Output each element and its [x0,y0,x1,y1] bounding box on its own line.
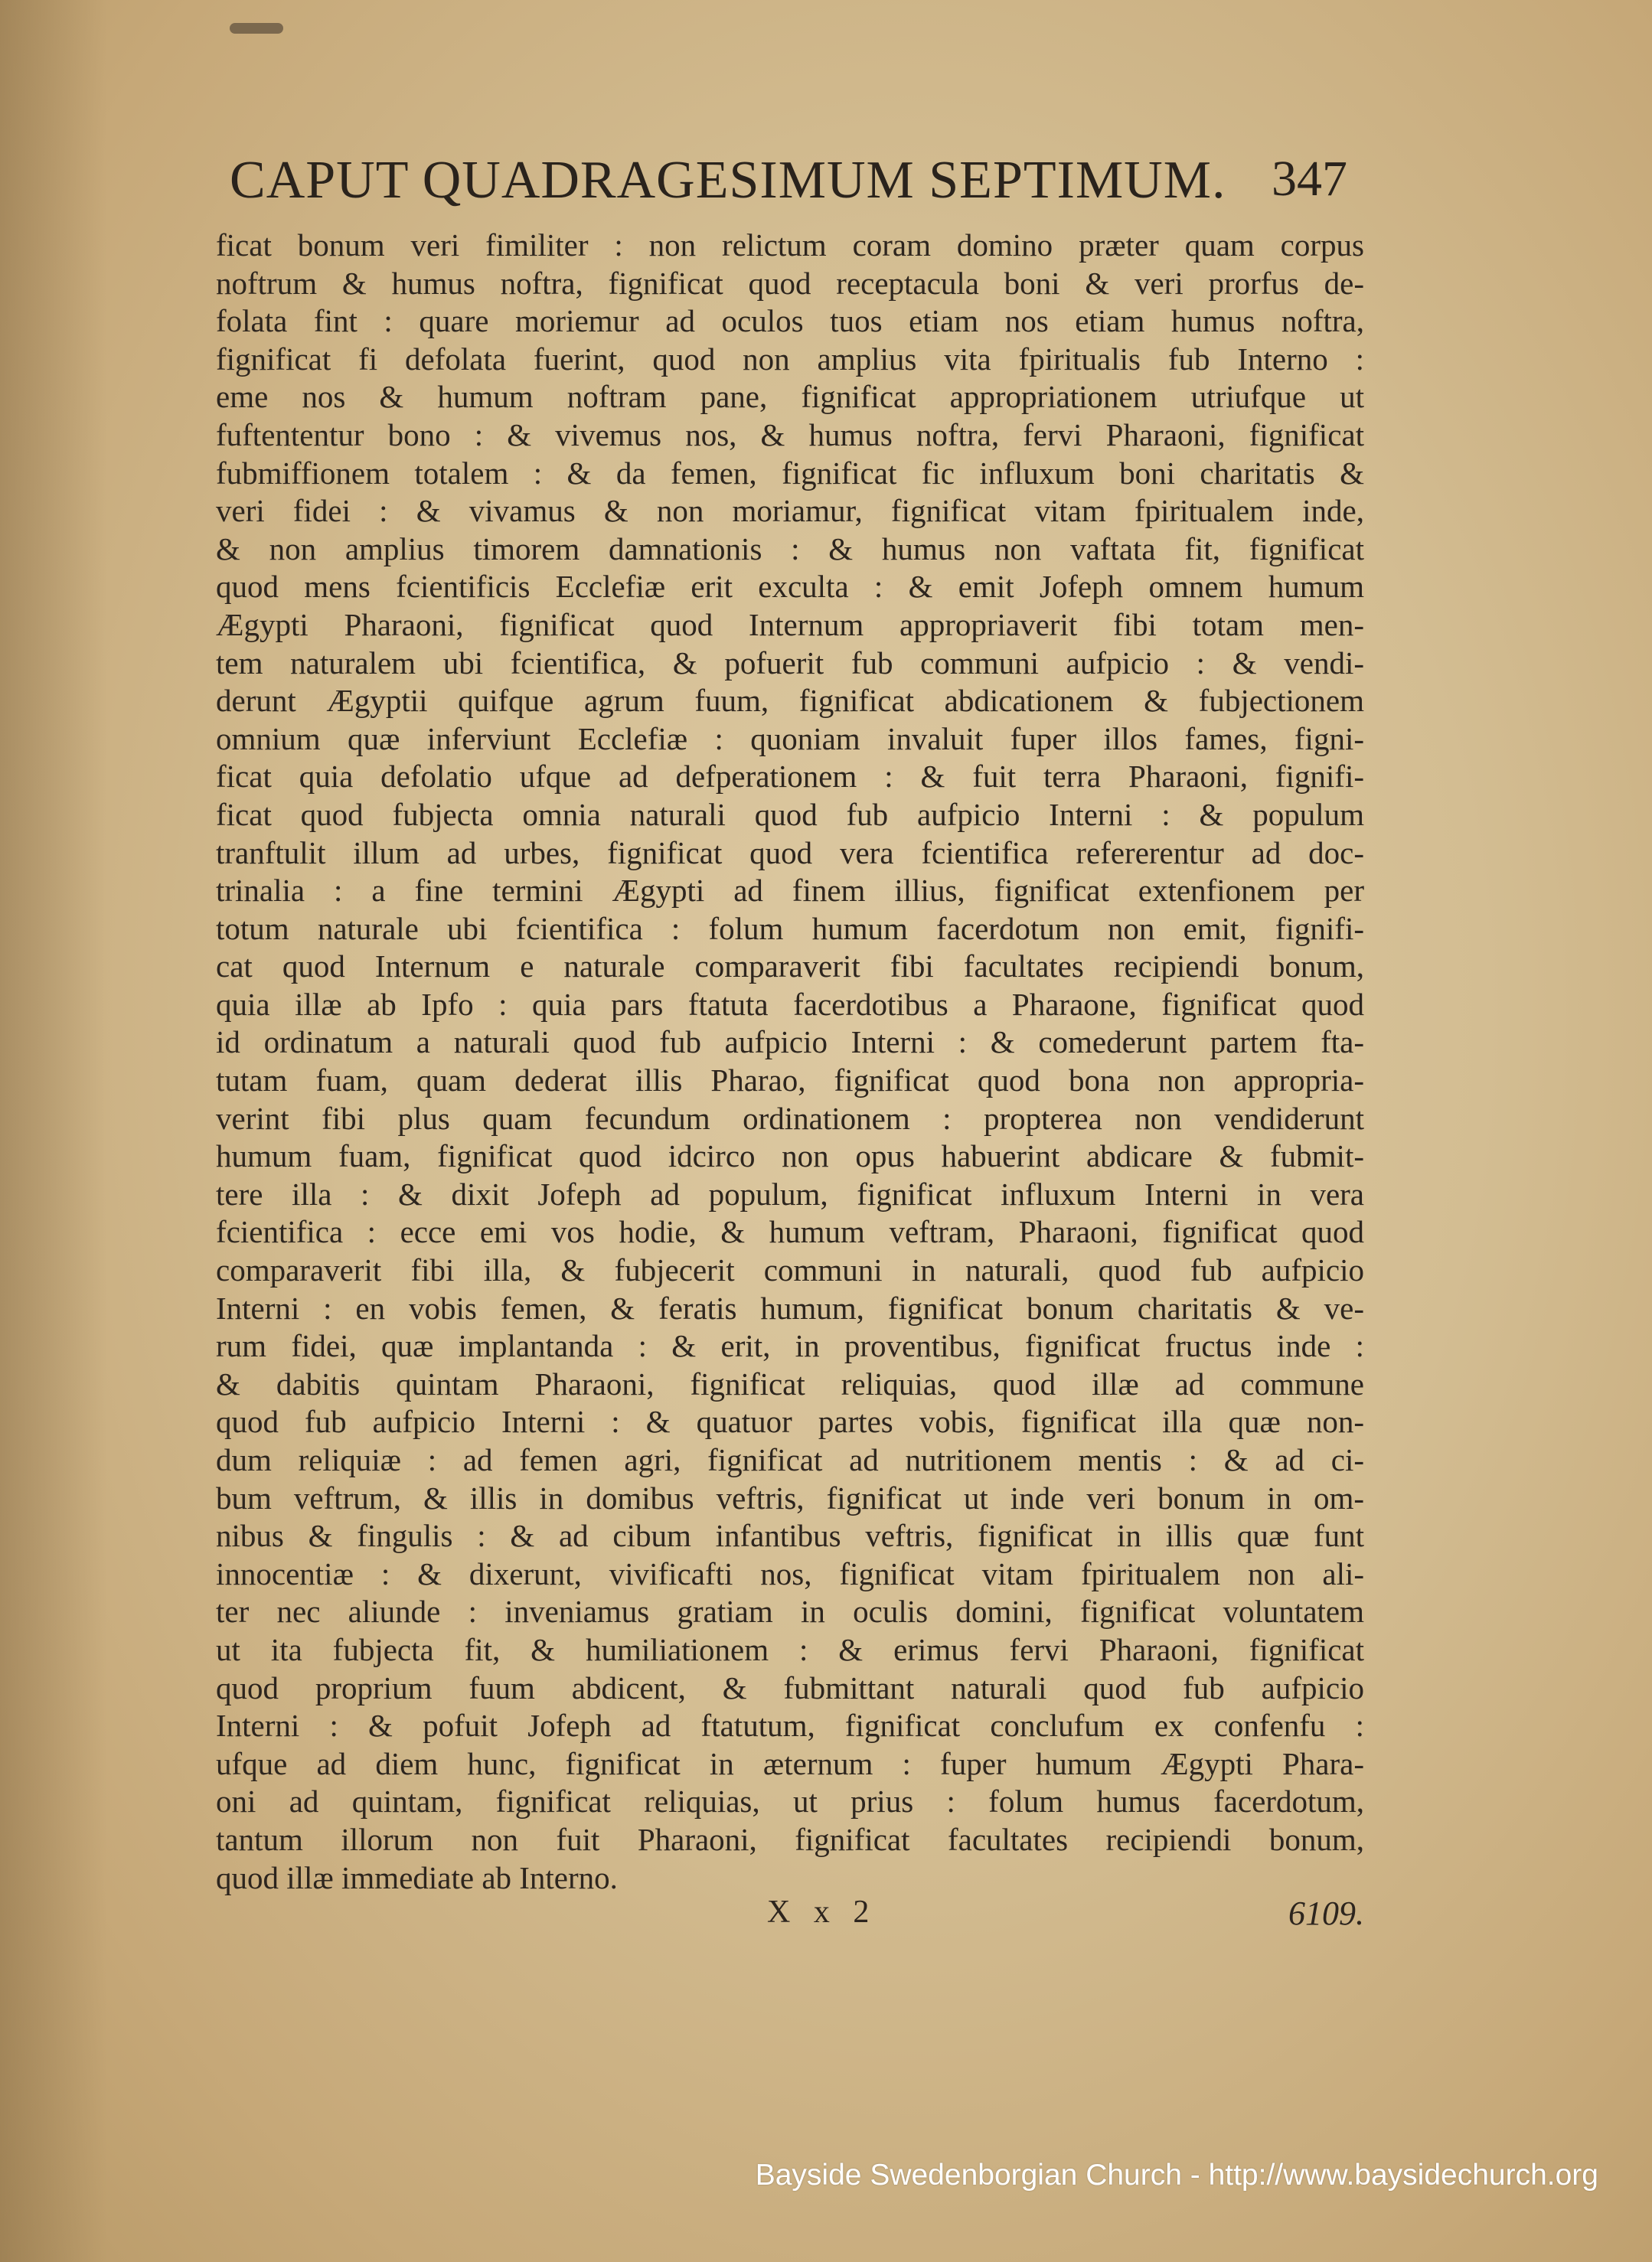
text-line: ficat bonum veri fimiliter : non relictum coram domino præter quam corpus [216,227,1364,263]
text-line: quod illæ immediate ab Interno. [216,1859,618,1895]
page-gutter-shadow [0,0,107,2262]
text-line: tem naturalem ubi fcientifica, & pofuerit fub communi aufpicio : & vendi- [216,645,1364,681]
text-line: Interni : en vobis femen, & feratis humum, fignificat bonum charitatis & ve- [216,1290,1364,1326]
text-line: rum fidei, quæ implantanda : & erit, in proventibus, fignificat fructus inde : [216,1328,1364,1364]
text-line: tranftulit illum ad urbes, fignificat quod vera fcientifica refererentur ad doc- [216,834,1364,870]
text-line: comparaverit fibi illa, & fubjecerit communi in naturali, quod fub aufpicio [216,1252,1364,1288]
text-line: tutam fuam, quam dederat illis Pharao, fignificat quod bona non appropria- [216,1062,1364,1098]
page-number: 347 [1272,151,1347,207]
text-line: quod mens fcientificis Ecclefiæ erit exculta : & emit Jofeph omnem humum [216,569,1364,605]
page-footer [216,1894,1364,1947]
text-line: eme nos & humum noftram pane, fignificat appropriationem utriufque ut [216,379,1364,415]
text-line: ficat quia defolatio ufque ad defperationem : & fuit terra Pharaoni, fignifi- [216,759,1364,795]
text-line: noftrum & humus noftra, fignificat quod receptacula boni & veri prorfus de- [216,265,1364,301]
text-line: fubmiffionem totalem : & da femen, fignificat fic influxum boni charitatis & [216,455,1364,491]
text-line: verint fibi plus quam fecundum ordinationem : propterea non vendiderunt [216,1100,1364,1136]
text-line: bum veftrum, & illis in domibus veftris, fignificat ut inde veri bonum in om- [216,1480,1364,1516]
signature-mark: X x 2 [767,1895,877,1930]
text-line: innocentiæ : & dixerunt, vivificafti nos, fignificat vitam fpiritualem non ali- [216,1555,1364,1591]
text-line: totum naturale ubi fcientifica : folum humum facerdotum non emit, fignifi- [216,910,1364,946]
text-line: id ordinatum a naturali quod fub aufpicio Interni : & comederunt partem fta- [216,1024,1364,1060]
text-line: dum reliquiæ : ad femen agri, fignificat ad nutritionem mentis : & ad ci- [216,1442,1364,1477]
text-line: tere illa : & dixit Jofeph ad populum, fignificat influxum Interni in vera [216,1176,1364,1212]
text-line: cat quod Internum e naturale comparaverit fibi facultates recipiendi bonum, [216,948,1364,984]
text-line: quod fub aufpicio Interni : & quatuor partes vobis, fignificat illa quæ non- [216,1404,1364,1440]
watermark-credit: Bayside Swedenborgian Church - http://www.baysidechurch.org [755,2159,1598,2192]
text-line: folata fint : quare moriemur ad oculos tuos etiam nos etiam humus noftra, [216,303,1364,339]
text-line: tantum illorum non fuit Pharaoni, fignificat facultates recipiendi bonum, [216,1821,1364,1857]
running-head [230,145,1347,214]
text-line: trinalia : a fine termini Ægypti ad finem illius, fignificat extenfionem per [216,873,1364,909]
text-line: humum fuam, fignificat quod idcirco non opus habuerint abdicare & fubmit- [216,1138,1364,1174]
text-line: omnium quæ inferviunt Ecclefiæ : quoniam invaluit fuper illos fames, figni- [216,720,1364,756]
text-line: & non amplius timorem damnationis : & humus non vaftata fit, fignificat [216,530,1364,566]
ink-smudge [230,23,283,34]
text-line: ter nec aliunde : inveniamus gratiam in oculis domini, fignificat voluntatem [216,1594,1364,1630]
text-line: fignificat fi defolata fuerint, quod non amplius vita fpiritualis fub Interno : [216,341,1364,377]
chapter-title: CAPUT QUADRAGESIMUM SEPTIMUM. [230,151,1226,210]
text-line: fuftententur bono : & vivemus nos, & humus noftra, fervi Pharaoni, fignificat [216,416,1364,452]
text-line: Interni : & pofuit Jofeph ad ftatutum, fignificat conclufum ex confenfu : [216,1708,1364,1744]
text-line: ficat quod fubjecta omnia naturali quod fub aufpicio Interni : & populum [216,796,1364,832]
text-line: ufque ad diem hunc, fignificat in æternum : fuper humum Ægypti Phara- [216,1745,1364,1781]
text-line: derunt Ægyptii quifque agrum fuum, fignificat abdicationem & fubjectionem [216,683,1364,719]
catchword: 6109. [1288,1895,1364,1932]
text-line: Ægypti Pharaoni, fignificat quod Internum appropriaverit fibi totam men- [216,606,1364,642]
text-line: fcientifica : ecce emi vos hodie, & humum veftram, Pharaoni, fignificat quod [216,1214,1364,1250]
text-line: quia illæ ab Ipfo : quia pars ftatuta facerdotibus a Pharaone, fignificat quod [216,986,1364,1022]
text-line: oni ad quintam, fignificat reliquias, ut prius : folum humus facerdotum, [216,1784,1364,1820]
text-line: ut ita fubjecta fit, & humiliationem : & erimus fervi Pharaoni, fignificat [216,1631,1364,1667]
body-text [216,227,1364,1897]
text-line: veri fidei : & vivamus & non moriamur, fignificat vitam fpiritualem inde, [216,493,1364,529]
text-line: nibus & fingulis : & ad cibum infantibus veftris, fignificat in illis quæ funt [216,1518,1364,1554]
text-line: & dabitis quintam Pharaoni, fignificat reliquias, quod illæ ad commune [216,1366,1364,1402]
text-line: quod proprium fuum abdicent, & fubmittant naturali quod fub aufpicio [216,1670,1364,1705]
